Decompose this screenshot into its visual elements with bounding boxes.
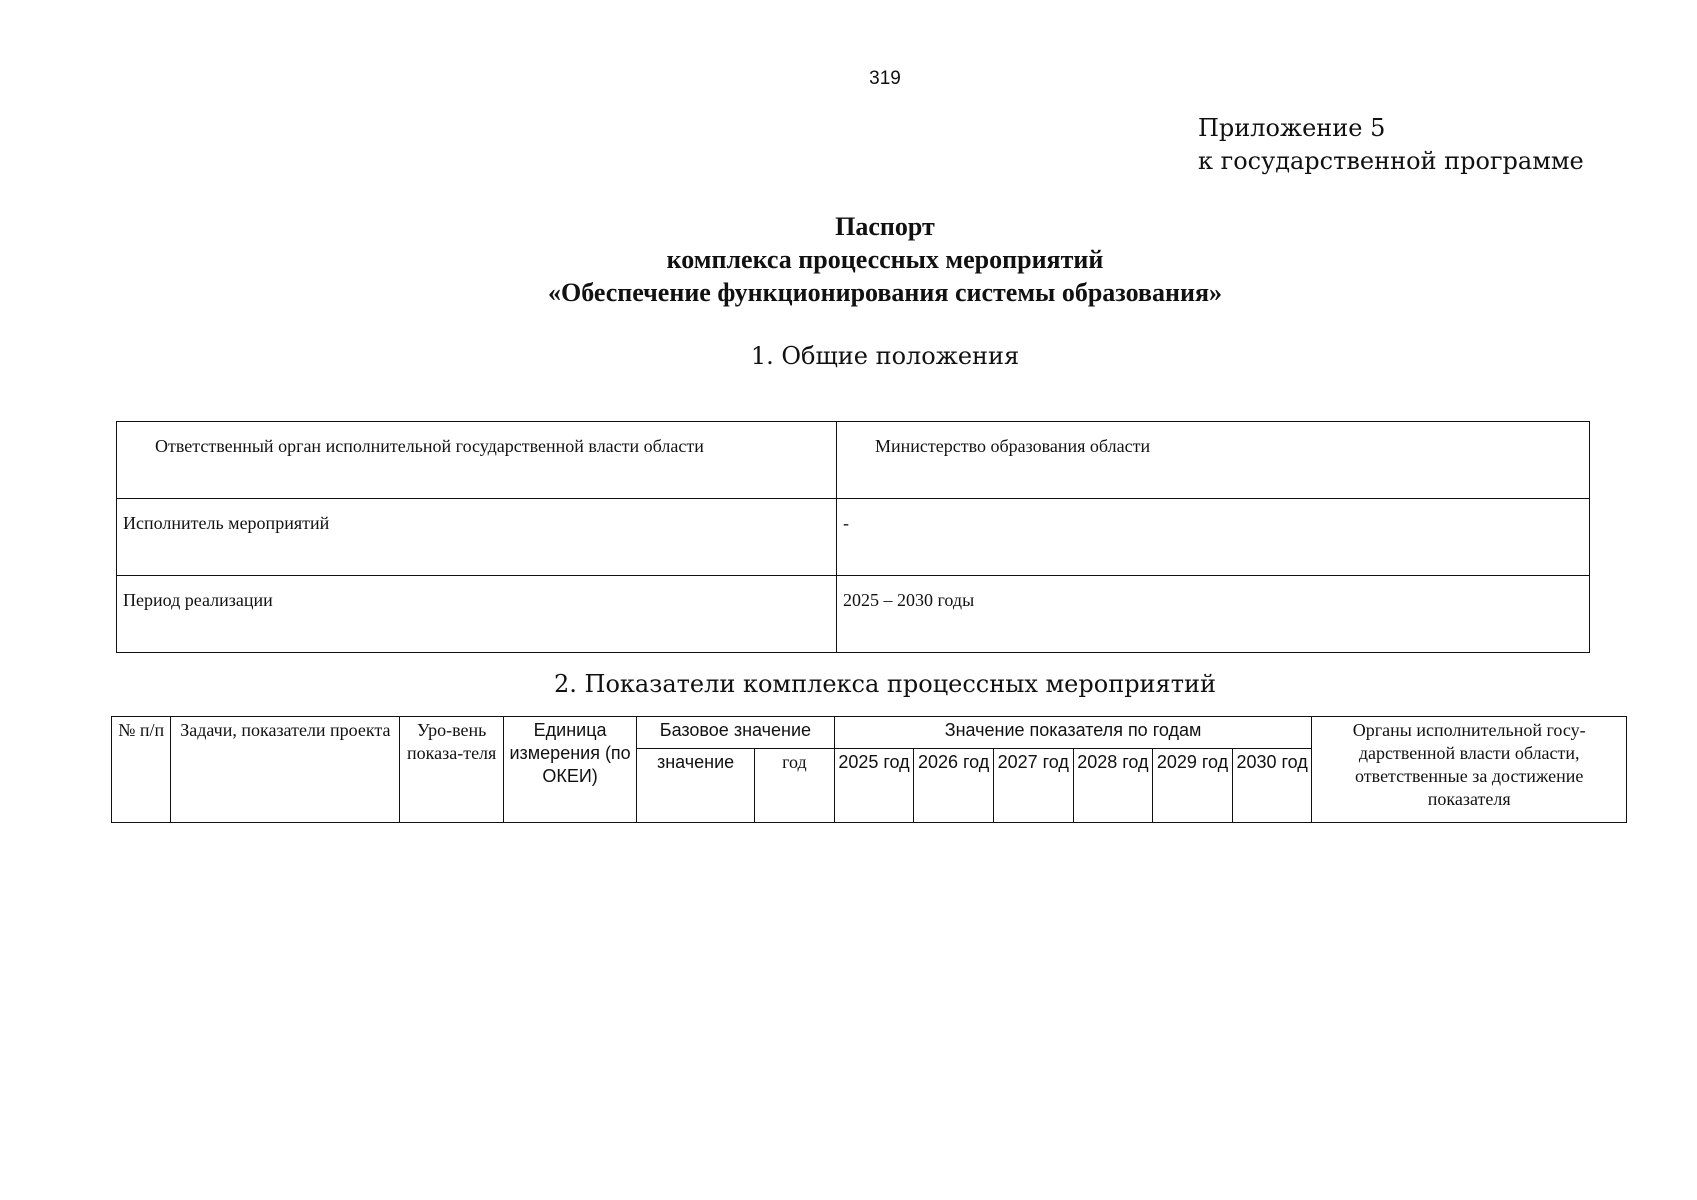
page-number: 319 bbox=[869, 68, 901, 89]
col-unit-header: Единица измерения (по ОКЕИ) bbox=[504, 717, 637, 823]
title-line-3: «Обеспечение функционирования системы образования» bbox=[547, 278, 1223, 307]
col-base-year-header: год bbox=[755, 749, 835, 823]
table-row bbox=[117, 422, 1590, 499]
appendix-line-2: к государственной программе bbox=[1198, 147, 1584, 175]
table-row bbox=[117, 499, 1590, 576]
row-value: - bbox=[837, 499, 1590, 576]
col-authorities-header: Органы исполнительной госу-дарственной власти области, ответственные за достижение показателя bbox=[1312, 717, 1627, 823]
section-1-heading: 1. Общие положения bbox=[750, 342, 1020, 370]
header-row-1 bbox=[112, 717, 1627, 749]
document-title bbox=[0, 210, 1697, 309]
row-label: Исполнитель мероприятий bbox=[117, 499, 837, 576]
col-by-years-header: Значение показателя по годам bbox=[834, 717, 1312, 749]
row-value: 2025 – 2030 годы bbox=[837, 576, 1590, 653]
col-number-header: № п/п bbox=[112, 717, 171, 823]
col-level-header: Уро-вень показа-теля bbox=[400, 717, 504, 823]
appendix-note bbox=[1198, 112, 1584, 178]
row-label: Период реализации bbox=[117, 576, 837, 653]
title-line-1: Паспорт bbox=[835, 212, 935, 241]
table-row bbox=[117, 576, 1590, 653]
title-line-2: комплекса процессных мероприятий bbox=[666, 245, 1104, 274]
col-year-2025: 2025 год bbox=[834, 749, 914, 823]
col-base-value-header: значение bbox=[637, 749, 755, 823]
col-tasks-header: Задачи, показатели проекта bbox=[171, 717, 400, 823]
col-year-2026: 2026 год bbox=[914, 749, 994, 823]
col-year-2030: 2030 год bbox=[1232, 749, 1312, 823]
section-2-heading: 2. Показатели комплекса процессных мероприятий bbox=[554, 670, 1216, 698]
col-year-2028: 2028 год bbox=[1073, 749, 1153, 823]
indicators-table bbox=[111, 716, 1627, 823]
general-provisions-table bbox=[116, 421, 1590, 653]
col-base-header: Базовое значение bbox=[637, 717, 835, 749]
row-value: Министерство образования области bbox=[837, 422, 1590, 499]
col-year-2029: 2029 год bbox=[1153, 749, 1233, 823]
row-label: Ответственный орган исполнительной государственной власти области bbox=[117, 422, 837, 499]
col-year-2027: 2027 год bbox=[993, 749, 1073, 823]
appendix-line-1: Приложение 5 bbox=[1198, 114, 1386, 142]
